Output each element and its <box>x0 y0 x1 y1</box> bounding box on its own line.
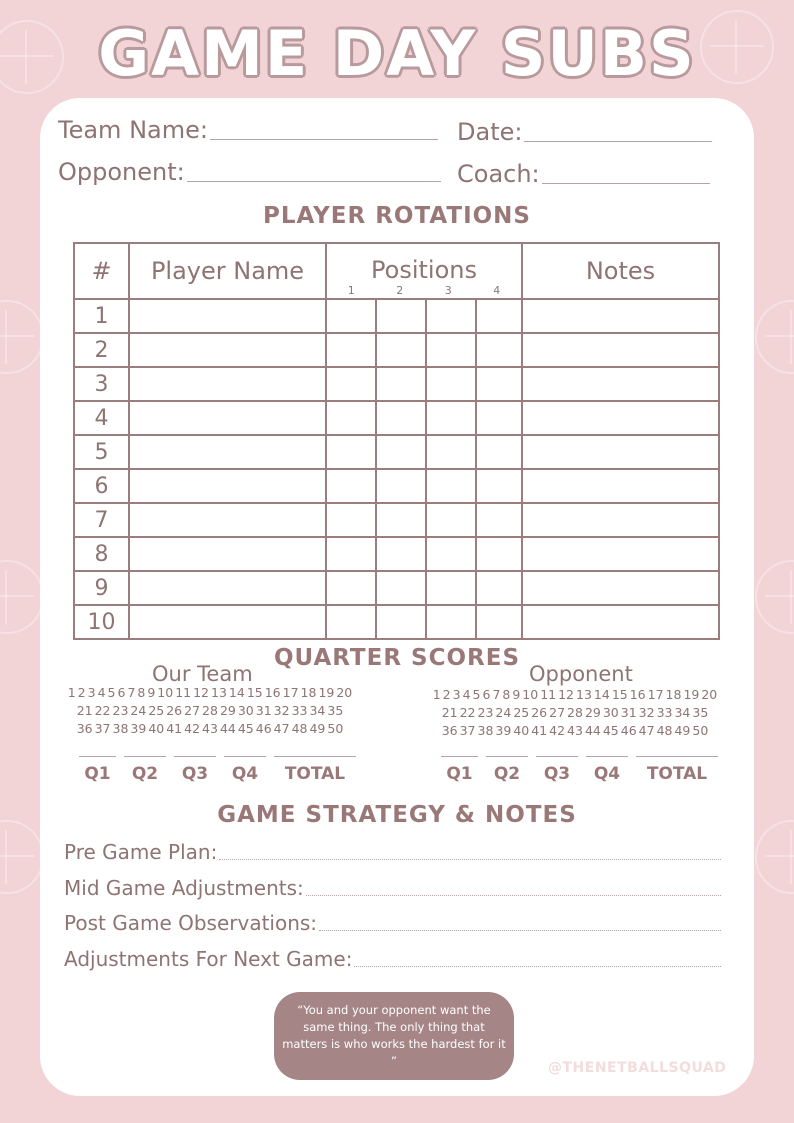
score-number[interactable]: 13 <box>576 687 592 702</box>
score-number[interactable]: 26 <box>166 703 183 718</box>
position-cell[interactable] <box>326 571 376 605</box>
player-name-cell[interactable] <box>129 469 326 503</box>
netball-icon <box>755 820 794 894</box>
position-cell[interactable] <box>476 299 522 333</box>
score-number[interactable]: 28 <box>567 705 583 720</box>
score-number[interactable]: 15 <box>246 685 263 700</box>
position-cell[interactable] <box>426 605 476 639</box>
our-team-score-grid[interactable] <box>60 684 360 738</box>
opponent-score-grid[interactable] <box>425 686 725 740</box>
row-number: 4 <box>74 401 129 435</box>
notes-cell[interactable] <box>522 367 719 401</box>
quarter-box-q2[interactable]: Q2 <box>120 764 170 784</box>
date-label: Date: <box>457 118 523 146</box>
score-number[interactable]: 34 <box>674 705 691 720</box>
notes-cell[interactable] <box>522 435 719 469</box>
position-cell[interactable] <box>476 503 522 537</box>
table-row <box>74 537 719 571</box>
score-number[interactable]: 40 <box>148 721 165 736</box>
score-number[interactable]: 7 <box>492 687 501 702</box>
score-number[interactable]: 10 <box>157 685 174 700</box>
position-cell[interactable] <box>326 401 376 435</box>
score-number[interactable]: 28 <box>202 703 218 718</box>
our-team-quarters <box>75 764 360 784</box>
table-header-row <box>74 243 719 299</box>
netball-icon <box>0 560 44 634</box>
score-number[interactable]: 12 <box>193 685 210 700</box>
watermark: @THENETBALLSQUAD <box>548 1060 727 1076</box>
post-game-observations-line[interactable] <box>319 930 721 931</box>
row-number: 6 <box>74 469 129 503</box>
position-cell[interactable] <box>426 571 476 605</box>
score-number[interactable]: 25 <box>513 705 530 720</box>
number-column-header: # <box>74 243 129 299</box>
score-number[interactable]: 19 <box>683 687 700 702</box>
score-number[interactable]: 42 <box>549 723 566 738</box>
score-number[interactable]: 13 <box>211 685 227 700</box>
score-number[interactable]: 25 <box>148 703 165 718</box>
score-number[interactable]: 17 <box>282 685 299 700</box>
score-number[interactable]: 47 <box>638 723 655 738</box>
notes-cell[interactable] <box>522 401 719 435</box>
score-number[interactable]: 4 <box>462 687 471 702</box>
score-number[interactable]: 2 <box>442 687 451 702</box>
score-number[interactable]: 9 <box>512 687 521 702</box>
score-number[interactable]: 31 <box>620 705 637 720</box>
netball-icon <box>0 820 44 894</box>
position-cell[interactable] <box>376 299 426 333</box>
position-cell[interactable] <box>476 605 522 639</box>
score-number[interactable]: 21 <box>441 705 458 720</box>
opponent-field[interactable] <box>58 158 441 186</box>
row-number: 8 <box>74 537 129 571</box>
score-number[interactable]: 16 <box>629 687 646 702</box>
player-rotations-heading: PLAYER ROTATIONS <box>263 203 531 229</box>
position-cell[interactable] <box>426 537 476 571</box>
score-number[interactable]: 41 <box>531 723 548 738</box>
position-cell[interactable] <box>426 401 476 435</box>
next-game-adjustments-field[interactable] <box>64 947 721 971</box>
pre-game-plan-line[interactable] <box>219 859 721 860</box>
player-name-cell[interactable] <box>129 299 326 333</box>
row-number: 7 <box>74 503 129 537</box>
table-row <box>74 469 719 503</box>
quarter-box-q4[interactable]: Q4 <box>582 764 632 784</box>
netball-icon <box>0 300 44 374</box>
position-cell[interactable] <box>326 469 376 503</box>
notes-cell[interactable] <box>522 537 719 571</box>
row-number: 10 <box>74 605 129 639</box>
table-row <box>74 401 719 435</box>
position-number: 1 <box>347 284 355 297</box>
position-cell[interactable] <box>476 571 522 605</box>
position-cell[interactable] <box>376 333 426 367</box>
score-number[interactable]: 27 <box>549 705 566 720</box>
quarter-box-q2[interactable]: Q2 <box>482 764 532 784</box>
score-number[interactable]: 18 <box>300 685 317 700</box>
position-cell[interactable] <box>376 469 426 503</box>
score-number[interactable]: 14 <box>593 687 610 702</box>
score-number[interactable]: 50 <box>327 721 344 736</box>
netball-icon <box>755 300 794 374</box>
score-number[interactable]: 38 <box>477 723 494 738</box>
position-cell[interactable] <box>326 503 376 537</box>
score-number[interactable]: 24 <box>130 703 147 718</box>
score-number[interactable]: 23 <box>477 705 494 720</box>
score-number[interactable]: 35 <box>327 703 344 718</box>
quarter-scores-heading: QUARTER SCORES <box>273 645 521 671</box>
score-number[interactable]: 48 <box>656 723 673 738</box>
score-number[interactable]: 39 <box>130 721 147 736</box>
score-number[interactable]: 22 <box>94 703 111 718</box>
strategy-heading: GAME STRATEGY & NOTES <box>217 802 577 828</box>
coach-label: Coach: <box>457 160 540 188</box>
score-number[interactable]: 43 <box>567 723 583 738</box>
score-number[interactable]: 3 <box>87 685 96 700</box>
score-number[interactable]: 39 <box>495 723 512 738</box>
notes-column-header: Notes <box>522 243 719 299</box>
next-game-adjustments-line[interactable] <box>354 966 721 967</box>
score-number[interactable]: 50 <box>692 723 709 738</box>
player-name-cell[interactable] <box>129 503 326 537</box>
post-game-observations-field[interactable] <box>64 911 721 935</box>
mid-game-adjustments-line[interactable] <box>306 895 721 896</box>
position-cell[interactable] <box>326 299 376 333</box>
row-number: 9 <box>74 571 129 605</box>
score-number[interactable]: 5 <box>472 687 481 702</box>
position-cell[interactable] <box>426 469 476 503</box>
score-number[interactable]: 16 <box>264 685 281 700</box>
score-number[interactable]: 21 <box>76 703 93 718</box>
quarter-box-q3[interactable]: Q3 <box>532 764 582 784</box>
score-number[interactable]: 41 <box>166 721 183 736</box>
position-number: 2 <box>396 284 404 297</box>
notes-cell[interactable] <box>522 299 719 333</box>
position-cell[interactable] <box>476 435 522 469</box>
position-cell[interactable] <box>326 537 376 571</box>
pre-game-plan-label: Pre Game Plan: <box>64 840 218 864</box>
score-number[interactable]: 9 <box>147 685 156 700</box>
netball-icon <box>755 560 794 634</box>
score-number[interactable]: 42 <box>184 721 201 736</box>
quarter-box-total[interactable]: TOTAL <box>632 764 722 784</box>
position-cell[interactable] <box>376 435 426 469</box>
position-number: 4 <box>493 284 501 297</box>
score-number[interactable]: 3 <box>452 687 461 702</box>
score-number[interactable]: 35 <box>692 705 709 720</box>
table-row <box>74 333 719 367</box>
player-name-column-header: Player Name <box>129 243 326 299</box>
date-field[interactable] <box>457 118 712 146</box>
score-number[interactable]: 6 <box>482 687 491 702</box>
score-number[interactable]: 40 <box>513 723 530 738</box>
score-number[interactable]: 15 <box>611 687 628 702</box>
opponent-line[interactable] <box>187 180 441 182</box>
position-cell[interactable] <box>426 503 476 537</box>
score-number[interactable]: 14 <box>228 685 245 700</box>
score-number[interactable]: 49 <box>309 721 326 736</box>
table-row <box>74 605 719 639</box>
score-number[interactable]: 5 <box>107 685 116 700</box>
quarter-box-q1[interactable]: Q1 <box>75 764 120 784</box>
opponent-quarters <box>437 764 722 784</box>
score-number[interactable]: 11 <box>540 687 557 702</box>
score-row <box>425 686 725 704</box>
position-cell[interactable] <box>476 333 522 367</box>
position-cell[interactable] <box>376 503 426 537</box>
player-name-cell[interactable] <box>129 333 326 367</box>
position-cell[interactable] <box>376 571 426 605</box>
page-title: GAME DAY SUBS <box>98 17 696 90</box>
score-number[interactable]: 46 <box>620 723 637 738</box>
positions-column-header <box>326 243 522 299</box>
player-name-cell[interactable] <box>129 571 326 605</box>
team-name-field[interactable] <box>58 116 438 144</box>
score-number[interactable]: 19 <box>318 685 335 700</box>
score-number[interactable]: 6 <box>117 685 126 700</box>
motivational-quote <box>274 992 514 1080</box>
score-number[interactable]: 8 <box>502 687 511 702</box>
position-cell[interactable] <box>376 367 426 401</box>
next-game-adjustments-label: Adjustments For Next Game: <box>64 947 353 971</box>
score-number[interactable]: 45 <box>602 723 619 738</box>
quarter-box-q1[interactable]: Q1 <box>437 764 482 784</box>
position-cell[interactable] <box>326 367 376 401</box>
score-number[interactable]: 18 <box>665 687 682 702</box>
score-number[interactable]: 45 <box>237 721 254 736</box>
position-cell[interactable] <box>476 537 522 571</box>
score-row <box>60 684 360 702</box>
score-number[interactable]: 17 <box>647 687 664 702</box>
score-number[interactable]: 26 <box>531 705 548 720</box>
score-number[interactable]: 33 <box>656 705 673 720</box>
position-cell[interactable] <box>326 605 376 639</box>
quarter-box-total[interactable]: TOTAL <box>270 764 360 784</box>
position-cell[interactable] <box>376 537 426 571</box>
score-number[interactable]: 36 <box>441 723 458 738</box>
position-cell[interactable] <box>426 333 476 367</box>
score-number[interactable]: 20 <box>336 685 353 700</box>
player-name-cell[interactable] <box>129 367 326 401</box>
player-name-cell[interactable] <box>129 537 326 571</box>
score-number[interactable]: 49 <box>674 723 691 738</box>
score-number[interactable]: 20 <box>701 687 718 702</box>
score-row <box>425 722 725 740</box>
score-number[interactable]: 30 <box>602 705 619 720</box>
score-number[interactable]: 44 <box>219 721 236 736</box>
score-number[interactable]: 8 <box>137 685 146 700</box>
score-number[interactable]: 47 <box>273 721 290 736</box>
notes-cell[interactable] <box>522 503 719 537</box>
coach-field[interactable] <box>457 160 710 188</box>
position-cell[interactable] <box>326 435 376 469</box>
quote-text: “You and your opponent want the same thing. The only thing that matters is who works the hardest for it ” <box>282 1003 506 1068</box>
row-number: 1 <box>74 299 129 333</box>
score-number[interactable]: 1 <box>432 687 441 702</box>
score-number[interactable]: 2 <box>77 685 86 700</box>
position-cell[interactable] <box>476 367 522 401</box>
position-cell[interactable] <box>326 333 376 367</box>
position-numbers <box>327 284 521 297</box>
score-number[interactable]: 31 <box>255 703 272 718</box>
score-number[interactable]: 23 <box>112 703 129 718</box>
position-cell[interactable] <box>376 401 426 435</box>
score-number[interactable]: 32 <box>273 703 290 718</box>
team-name-line[interactable] <box>210 138 438 140</box>
mid-game-adjustments-field[interactable] <box>64 876 721 900</box>
score-number[interactable]: 43 <box>202 721 218 736</box>
opponent-label: Opponent: <box>58 158 185 186</box>
rotations-table <box>73 242 720 640</box>
score-number[interactable]: 30 <box>237 703 254 718</box>
score-number[interactable]: 1 <box>67 685 76 700</box>
position-cell[interactable] <box>476 469 522 503</box>
notes-cell[interactable] <box>522 605 719 639</box>
score-number[interactable]: 46 <box>255 721 272 736</box>
score-number[interactable]: 32 <box>638 705 655 720</box>
opponent-score-label: Opponent <box>529 662 633 686</box>
notes-cell[interactable] <box>522 333 719 367</box>
coach-line[interactable] <box>542 182 710 184</box>
player-name-cell[interactable] <box>129 605 326 639</box>
score-number[interactable]: 44 <box>584 723 601 738</box>
table-row <box>74 503 719 537</box>
notes-cell[interactable] <box>522 469 719 503</box>
score-number[interactable]: 10 <box>522 687 539 702</box>
position-cell[interactable] <box>476 401 522 435</box>
score-number[interactable]: 4 <box>97 685 106 700</box>
pre-game-plan-field[interactable] <box>64 840 721 864</box>
score-number[interactable]: 7 <box>127 685 136 700</box>
player-name-cell[interactable] <box>129 401 326 435</box>
position-cell[interactable] <box>376 605 426 639</box>
score-number[interactable]: 29 <box>219 703 236 718</box>
position-number: 3 <box>444 284 452 297</box>
table-row <box>74 299 719 333</box>
score-number[interactable]: 22 <box>459 705 476 720</box>
table-row <box>74 367 719 401</box>
score-number[interactable]: 33 <box>291 703 308 718</box>
notes-cell[interactable] <box>522 571 719 605</box>
our-team-label: Our Team <box>152 662 253 686</box>
position-cell[interactable] <box>426 367 476 401</box>
score-row <box>60 720 360 738</box>
quarter-box-q4[interactable]: Q4 <box>220 764 270 784</box>
post-game-observations-label: Post Game Observations: <box>64 911 318 935</box>
score-number[interactable]: 29 <box>584 705 601 720</box>
positions-label: Positions <box>371 256 477 284</box>
position-cell[interactable] <box>426 299 476 333</box>
score-row <box>425 704 725 722</box>
row-number: 3 <box>74 367 129 401</box>
table-row <box>74 435 719 469</box>
position-cell[interactable] <box>426 435 476 469</box>
row-number: 2 <box>74 333 129 367</box>
team-name-label: Team Name: <box>58 116 208 144</box>
player-name-cell[interactable] <box>129 435 326 469</box>
score-number[interactable]: 37 <box>459 723 476 738</box>
quarter-box-q3[interactable]: Q3 <box>170 764 220 784</box>
score-number[interactable]: 24 <box>495 705 512 720</box>
score-number[interactable]: 36 <box>76 721 93 736</box>
date-line[interactable] <box>524 140 712 142</box>
score-number[interactable]: 34 <box>309 703 326 718</box>
score-number[interactable]: 11 <box>175 685 192 700</box>
table-row <box>74 571 719 605</box>
row-number: 5 <box>74 435 129 469</box>
score-number[interactable]: 12 <box>558 687 575 702</box>
score-number[interactable]: 48 <box>291 721 308 736</box>
score-number[interactable]: 27 <box>184 703 201 718</box>
score-row <box>60 702 360 720</box>
score-number[interactable]: 38 <box>112 721 129 736</box>
score-number[interactable]: 37 <box>94 721 111 736</box>
mid-game-adjustments-label: Mid Game Adjustments: <box>64 876 304 900</box>
